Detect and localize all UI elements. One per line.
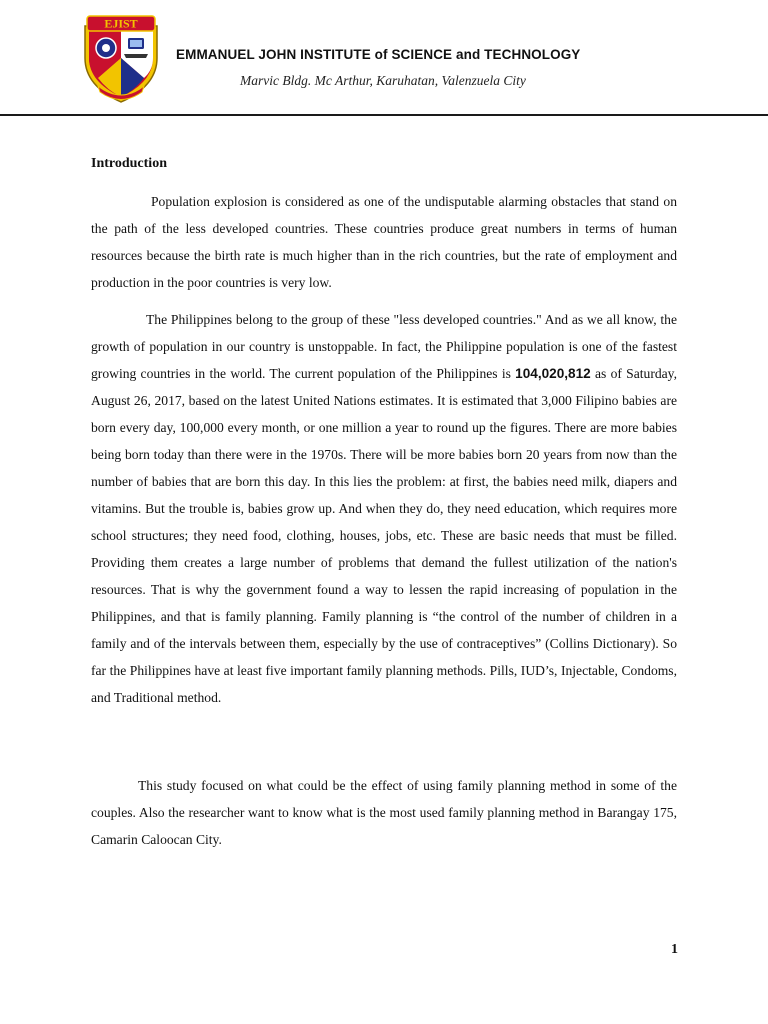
paragraph-2 (91, 306, 677, 711)
school-logo (80, 12, 162, 104)
logo-lettering: EJIST (104, 16, 138, 31)
paragraph-1: Population explosion is considered as one of the undisputable alarming obstacles that stand on the path of the less developed countries. These countries produce great numbers in terms of human resources because the birth rate is much higher than in the rich countries, but the rate of employment and production in the poor countries is very low. (91, 194, 677, 290)
section-heading: Introduction (91, 156, 167, 171)
institution-name: EMMANUEL JOHN INSTITUTE of SCIENCE and TECHNOLOGY (176, 47, 581, 62)
paragraph-3: This study focused on what could be the effect of using family planning method in some of the couples. Also the researcher want to know what is the most used family planning method in Barangay 175, Camarin Caloocan City. (91, 778, 677, 847)
population-figure: 104,020,812 (515, 366, 591, 381)
page-number: 1 (671, 942, 678, 957)
paragraph-2-start: The Philippines belong to the group of these "less developed countries." And as we all know, the growth of population in our country is unstoppable. In fact, the Philippine population is one of the fastest growing countries in the world. The current population of the Philippines is (91, 312, 677, 381)
paragraph-2-end: as of Saturday, August 26, 2017, based on the latest United Nations estimates. It is estimated that 3,000 Filipino babies are born every day, 100,000 every month, or one million a year to round up the figures. There are more babies being born today than there were in the 1970s. There will be more babies born 20 years from now than the number of babies that are born this day. In this lies the problem: at first, the babies need milk, diapers and vitamins. But the trouble is, babies grow up. And when they do, they need education, which requires more school structures; they need food, clothing, houses, jobs, etc. These are basic needs that must be filled. Providing them creates a large number of problems that demand the fullest utilization of the nation's resources. That is why the government found a way to lessen the rapid increasing of population in the Philippines, and that is family planning. Family planning is “the control of the number of children in a family and of the intervals between them, especially by the use of contraceptives” (Collins Dictionary). So far the Philippines have at least five important family planning methods. Pills, IUD’s, Injectable, Condoms, and Traditional method. (91, 366, 677, 705)
header-divider (0, 114, 768, 116)
institution-address: Marvic Bldg. Mc Arthur, Karuhatan, Valenzuela City (240, 73, 526, 88)
